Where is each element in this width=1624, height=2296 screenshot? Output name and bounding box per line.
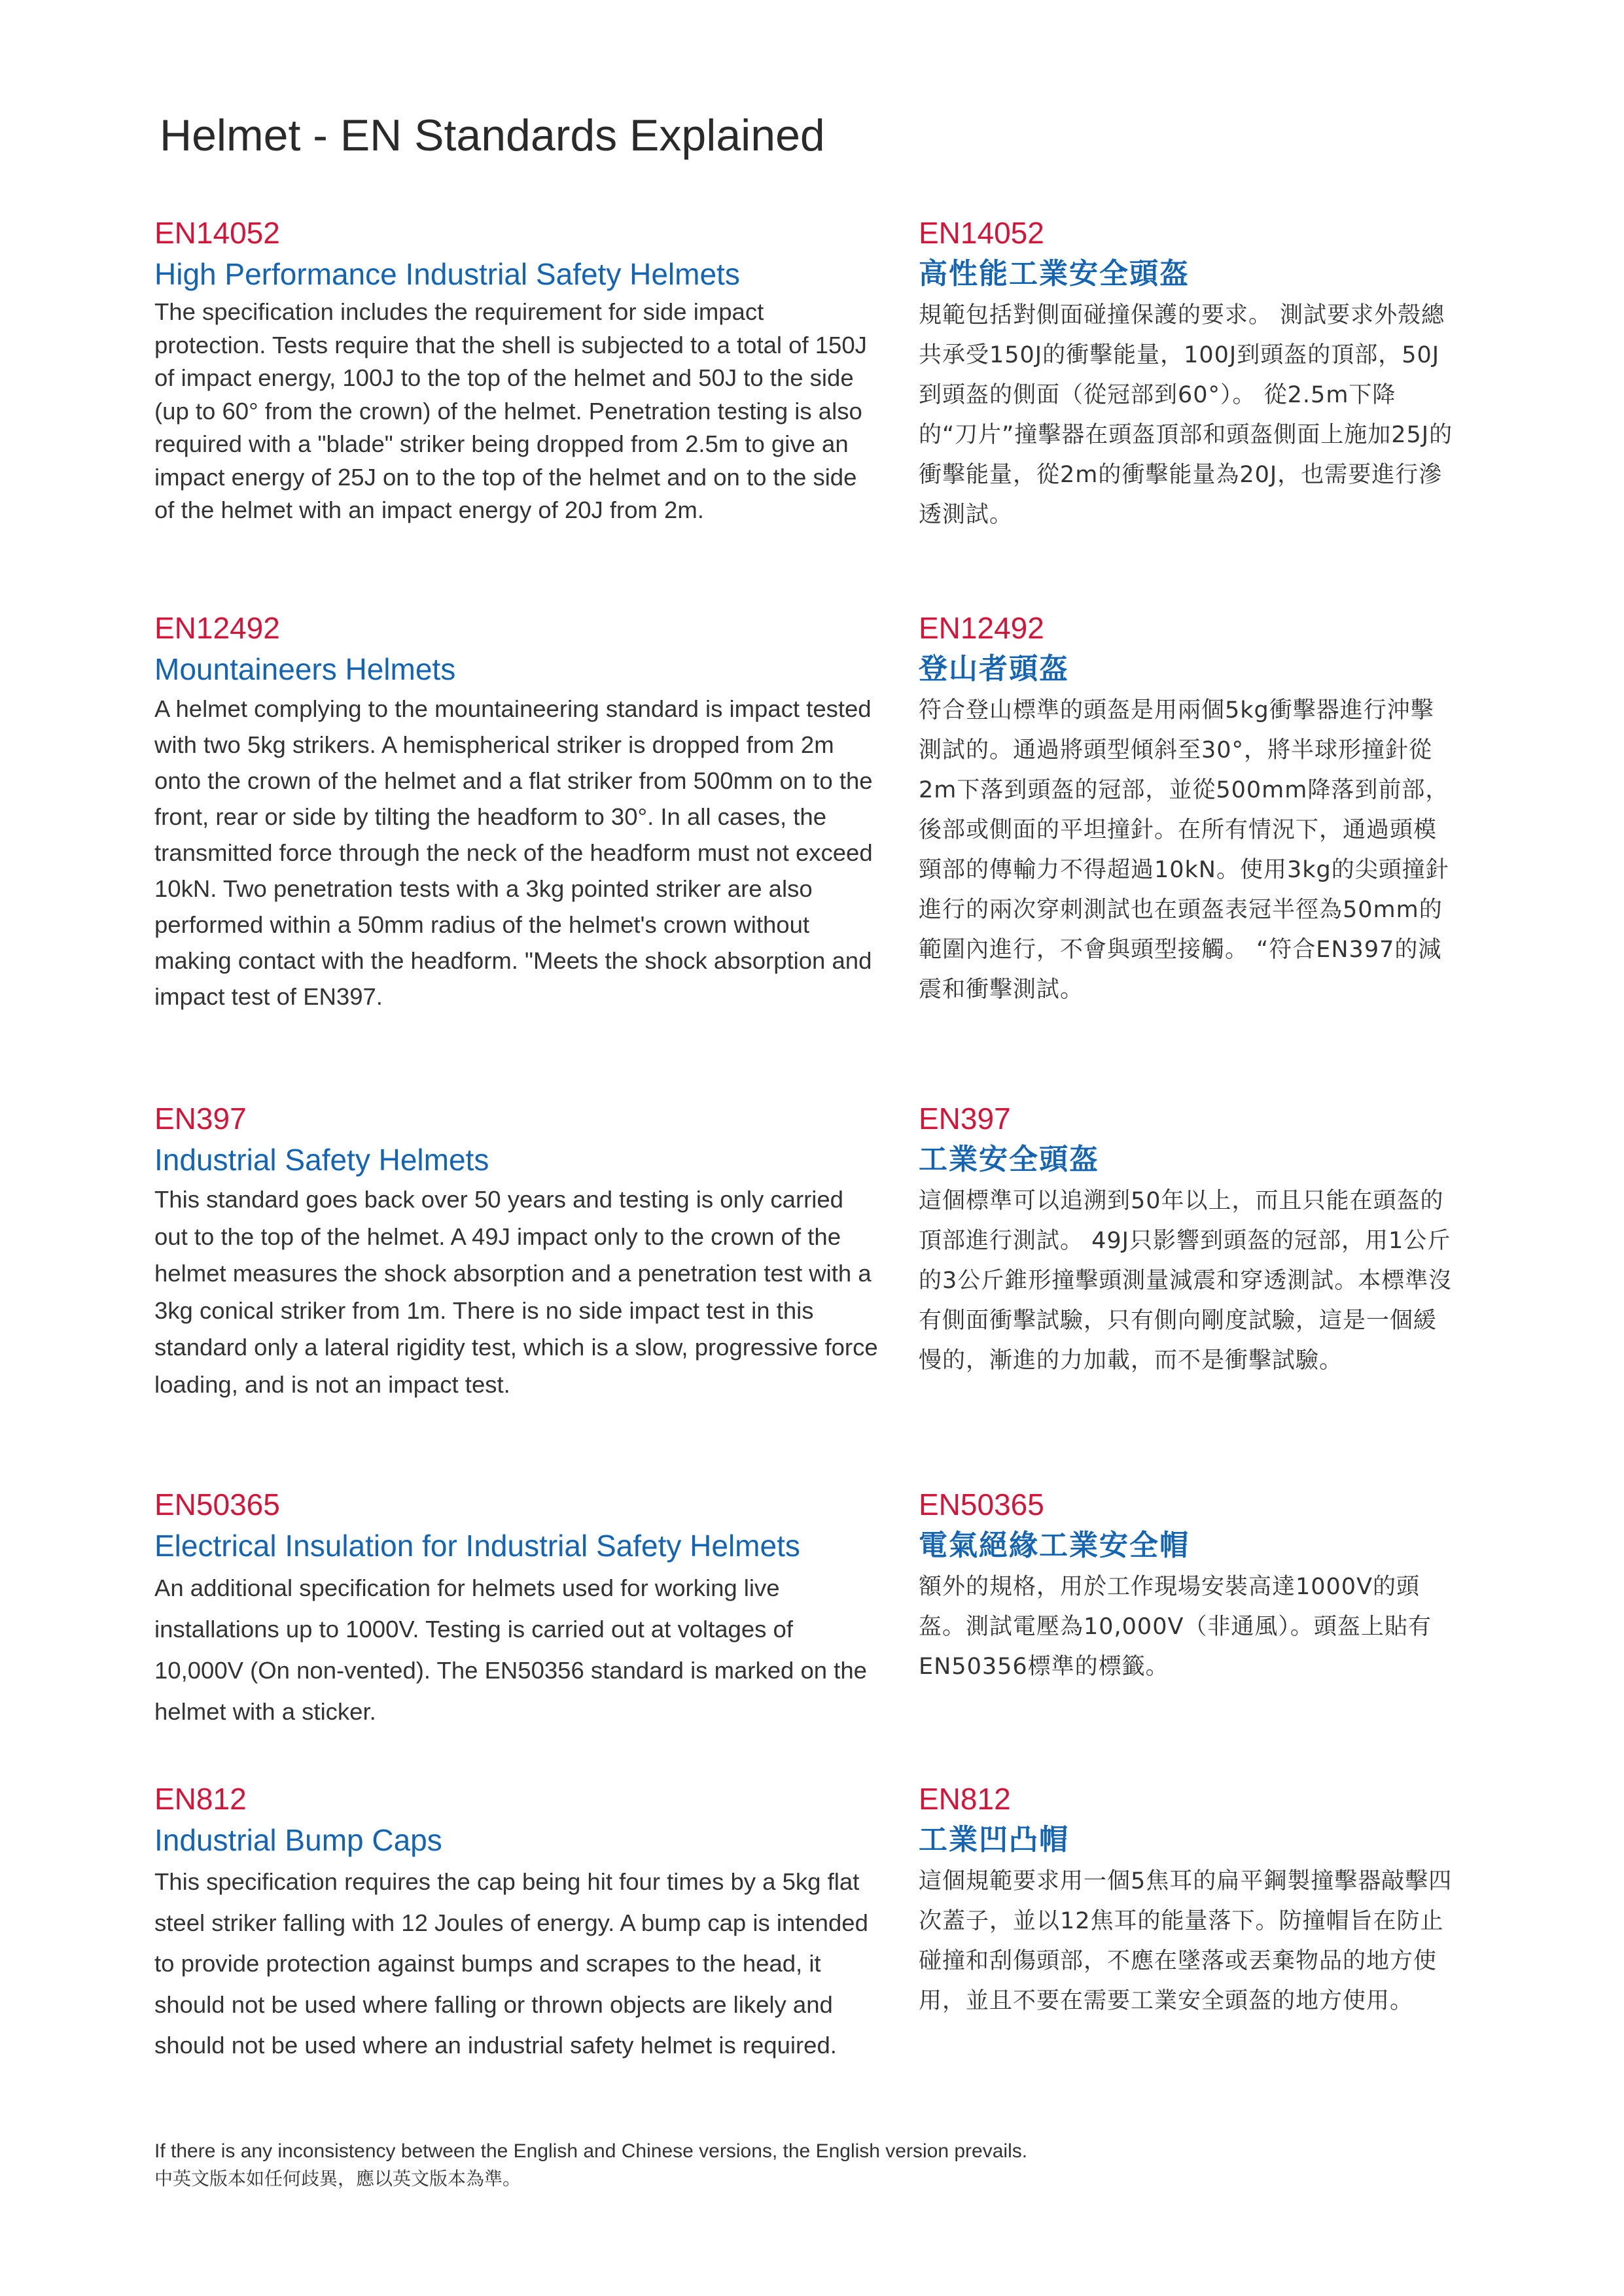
section-en397-english	[154, 1099, 881, 1403]
page-title: Helmet - EN Standards Explained	[160, 111, 825, 160]
standard-code: EN12492	[154, 611, 280, 645]
section-en50365-chinese	[919, 1485, 1455, 1687]
section-en14052-english	[154, 213, 881, 527]
standard-heading: Industrial Bump Caps	[154, 1823, 442, 1857]
standard-heading: High Performance Industrial Safety Helmets	[154, 257, 740, 291]
footer-disclaimer	[154, 2138, 1027, 2193]
section-en812-chinese	[919, 1779, 1455, 2021]
standard-heading: 工業凹凸帽	[919, 1823, 1069, 1856]
disclaimer-chinese: 中英文版本如任何歧異，應以英文版本為準。	[154, 2168, 521, 2189]
standard-heading: Mountaineers Helmets	[154, 652, 456, 686]
standard-description: The specification includes the requirement for side impact protection. Tests require that the shell is subjected to a total of 150J of impact energy, 100J to the top of the helmet and 50J to the side (up to 60° from the crown) of the helmet. Penetration testing is also required with a "blade" striker being dropped from 2.5m to give an impact energy of 25J on to the top of the helmet and on to the side of the helmet with an impact energy of 20J from 2m.	[154, 298, 867, 523]
standard-code: EN812	[154, 1782, 247, 1816]
section-en812-english	[154, 1779, 881, 2066]
section-en14052-chinese	[919, 213, 1455, 535]
standard-description: 符合登山標準的頭盔是用兩個5kg衝擊器進行沖擊測試的。通過將頭型傾斜至30°，將半球形撞針從2m下落到頭盔的冠部，並從500mm降落到前部，後部或側面的平坦撞針。在所有情況下，通過頭模頸部的傳輸力不得超過10kN。使用3kg的尖頭撞針進行的兩次穿刺測試也在頭盔表冠半徑為50mm的範圍內進行，不會與頭型接觸。 “符合EN397的減震和衝擊測試。	[919, 697, 1449, 1003]
standard-description: This specification requires the cap being hit four times by a 5kg flat steel striker falling with 12 Joules of energy. A bump cap is intended to provide protection against bumps and scrapes to the head, it should not be used where falling or thrown objects are likely and should not be used where an industrial safety helmet is required.	[154, 1868, 868, 2059]
standard-heading: 高性能工業安全頭盔	[919, 257, 1190, 290]
standard-description: 額外的規格，用於工作現場安裝高達1000V的頭盔。測試電壓為10,000V（非通風）。頭盔上貼有EN50356標準的標籤。	[919, 1574, 1432, 1680]
standard-description: A helmet complying to the mountaineering standard is impact tested with two 5kg strikers. A hemispherical striker is dropped from 2m onto the crown of the helmet and a flat striker from 500mm on to the front, rear or side by tilting the headform to 30°. In all cases, the transmitted force through the neck of the headform must not exceed 10kN. Two penetration tests with a 3kg pointed striker are also performed within a 50mm radius of the helmet's crown without making contact with the headform. "Meets the shock absorption and impact test of EN397.	[154, 695, 873, 1010]
standard-code: EN12492	[919, 611, 1044, 645]
section-en397-chinese	[919, 1099, 1455, 1381]
standard-code: EN812	[919, 1782, 1011, 1816]
standard-heading: 登山者頭盔	[919, 652, 1069, 686]
standard-code: EN14052	[154, 216, 280, 250]
standard-description: 規範包括對側面碰撞保護的要求。 測試要求外殼總共承受150J的衝擊能量，100J到頭盔的頂部，50J到頭盔的側面（從冠部到60°）。 從2.5m下降的“刀片”撞擊器在頭盔頂部和頭盔側面上施加25J的衝擊能量，從2m的衝擊能量為20J，也需要進行滲透測試。	[919, 302, 1453, 528]
standard-code: EN397	[154, 1102, 247, 1136]
standard-description: 這個標準可以追溯到50年以上，而且只能在頭盔的頂部進行測試。 49J只影響到頭盔的冠部，用1公斤的3公斤錐形撞擊頭測量減震和穿透測試。本標準沒有側面衝擊試驗，只有側向剛度試驗，這是一個緩慢的，漸進的力加載，而不是衝擊試驗。	[919, 1188, 1453, 1374]
section-en12492-english	[154, 608, 881, 1015]
standard-heading: 電氣絕緣工業安全帽	[919, 1529, 1190, 1562]
standard-heading: Industrial Safety Helmets	[154, 1143, 489, 1177]
standard-code: EN50365	[919, 1487, 1044, 1522]
standard-heading: Electrical Insulation for Industrial Safety Helmets	[154, 1529, 800, 1563]
standard-code: EN50365	[154, 1487, 280, 1522]
section-en12492-chinese	[919, 608, 1455, 1010]
standard-heading: 工業安全頭盔	[919, 1143, 1099, 1176]
standard-description: 這個規範要求用一個5焦耳的扁平鋼製撞擊器敲擊四次蓋子，並以12焦耳的能量落下。防撞帽旨在防止碰撞和刮傷頭部，不應在墜落或丟棄物品的地方使用，並且不要在需要工業安全頭盔的地方使用。	[919, 1868, 1453, 2014]
standard-description: An additional specification for helmets used for working live installations up to 1000V. Testing is carried out at voltages of 10,000V (On non-vented). The EN50356 standard is marked on the helmet with a sticker.	[154, 1574, 867, 1725]
standard-code: EN397	[919, 1102, 1011, 1136]
section-en50365-english	[154, 1485, 881, 1732]
disclaimer-english: If there is any inconsistency between the English and Chinese versions, the English version prevails.	[154, 2140, 1028, 2162]
standard-description: This standard goes back over 50 years and testing is only carried out to the top of the helmet. A 49J impact only to the crown of the helmet measures the shock absorption and a penetration test with a 3kg conical striker from 1m. There is no side impact test in this standard only a lateral rigidity test, which is a slow, progressive force loading, and is not an impact test.	[154, 1186, 878, 1398]
standard-code: EN14052	[919, 216, 1044, 250]
